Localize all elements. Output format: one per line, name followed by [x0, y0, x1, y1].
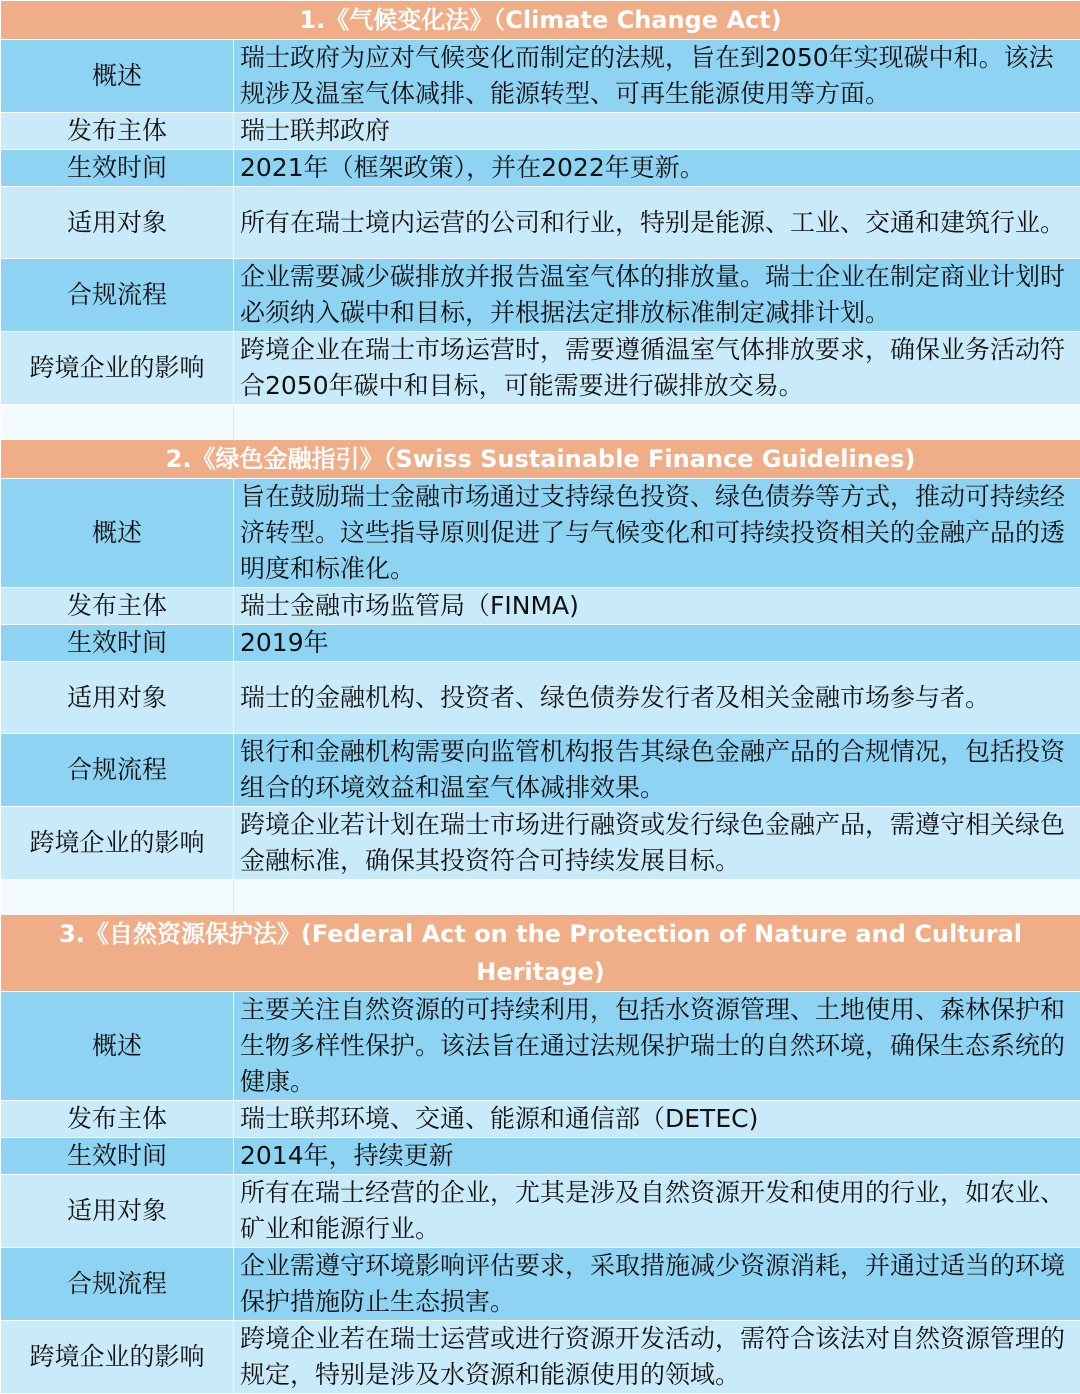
table-row: [1, 992, 1080, 1101]
row-label: 概述: [1, 40, 234, 113]
row-label: 生效时间: [1, 150, 234, 187]
table-row: [1, 1321, 1080, 1394]
row-label: 适用对象: [1, 187, 234, 259]
row-label: 生效时间: [1, 1138, 234, 1175]
section-header: [1, 1, 1080, 40]
table-row: [1, 1138, 1080, 1175]
table-row: [1, 332, 1080, 405]
row-label: 跨境企业的影响: [1, 807, 234, 880]
row-label: 发布主体: [1, 113, 234, 150]
row-value: 企业需遵守环境影响评估要求，采取措施减少资源消耗，并通过适当的环境保护措施防止生态损害。: [234, 1248, 1080, 1321]
row-value: 银行和金融机构需要向监管机构报告其绿色金融产品的合规情况，包括投资组合的环境效益和温室气体减排效果。: [234, 734, 1080, 807]
row-label: 适用对象: [1, 662, 234, 734]
section-header: [1, 440, 1080, 479]
row-label: 跨境企业的影响: [1, 1321, 234, 1394]
row-value: 跨境企业在瑞士市场运营时，需要遵循温室气体排放要求，确保业务活动符合2050年碳中和目标，可能需要进行碳排放交易。: [234, 332, 1080, 405]
row-value: 瑞士联邦政府: [234, 113, 1080, 150]
row-label: 合规流程: [1, 734, 234, 807]
row-value: 瑞士联邦环境、交通、能源和通信部（DETEC): [234, 1101, 1080, 1138]
row-value: 跨境企业若在瑞士运营或进行资源开发活动，需符合该法对自然资源管理的规定，特别是涉及水资源和能源使用的领域。: [234, 1321, 1080, 1394]
section-header: [1, 915, 1080, 992]
table-row: [1, 1175, 1080, 1248]
row-label: 概述: [1, 992, 234, 1101]
spacer-row: [1, 405, 1080, 440]
table-row: [1, 588, 1080, 625]
table-row: [1, 187, 1080, 259]
row-label: 生效时间: [1, 625, 234, 662]
row-value: 所有在瑞士经营的企业，尤其是涉及自然资源开发和使用的行业，如农业、矿业和能源行业。: [234, 1175, 1080, 1248]
row-label: 概述: [1, 479, 234, 588]
table-row: [1, 662, 1080, 734]
row-label: 适用对象: [1, 1175, 234, 1248]
table-row: [1, 259, 1080, 332]
row-label: 发布主体: [1, 588, 234, 625]
row-label: 跨境企业的影响: [1, 332, 234, 405]
row-value: 瑞士的金融机构、投资者、绿色债券发行者及相关金融市场参与者。: [234, 662, 1080, 734]
spacer-row: [1, 880, 1080, 915]
section-title: 3.《自然资源保护法》(Federal Act on the Protection of Nature and Cultural Heritage): [1, 915, 1080, 992]
row-value: 旨在鼓励瑞士金融市场通过支持绿色投资、绿色债券等方式，推动可持续经济转型。这些指导原则促进了与气候变化和可持续投资相关的金融产品的透明度和标准化。: [234, 479, 1080, 588]
row-value: 主要关注自然资源的可持续利用，包括水资源管理、土地使用、森林保护和生物多样性保护。该法旨在通过法规保护瑞士的自然环境，确保生态系统的健康。: [234, 992, 1080, 1101]
table-row: [1, 150, 1080, 187]
row-label: 发布主体: [1, 1101, 234, 1138]
row-value: 2019年: [234, 625, 1080, 662]
table-row: [1, 479, 1080, 588]
row-value: 2021年（框架政策），并在2022年更新。: [234, 150, 1080, 187]
table-row: [1, 40, 1080, 113]
table-row: [1, 625, 1080, 662]
row-value: 企业需要减少碳排放并报告温室气体的排放量。瑞士企业在制定商业计划时必须纳入碳中和目标，并根据法定排放标准制定减排计划。: [234, 259, 1080, 332]
section-title: 2.《绿色金融指引》（Swiss Sustainable Finance Guidelines): [1, 440, 1080, 479]
table-row: [1, 1248, 1080, 1321]
row-value: 跨境企业若计划在瑞士市场进行融资或发行绿色金融产品，需遵守相关绿色金融标准，确保其投资符合可持续发展目标。: [234, 807, 1080, 880]
table-row: [1, 734, 1080, 807]
row-value: 2014年，持续更新: [234, 1138, 1080, 1175]
table-row: [1, 1101, 1080, 1138]
table-row: [1, 113, 1080, 150]
row-label: 合规流程: [1, 1248, 234, 1321]
table-row: [1, 807, 1080, 880]
row-value: 瑞士金融市场监管局（FINMA): [234, 588, 1080, 625]
row-label: 合规流程: [1, 259, 234, 332]
section-title: 1.《气候变化法》（Climate Change Act): [1, 1, 1080, 40]
row-value: 所有在瑞士境内运营的公司和行业，特别是能源、工业、交通和建筑行业。: [234, 187, 1080, 259]
row-value: 瑞士政府为应对气候变化而制定的法规，旨在到2050年实现碳中和。该法规涉及温室气体减排、能源转型、可再生能源使用等方面。: [234, 40, 1080, 113]
